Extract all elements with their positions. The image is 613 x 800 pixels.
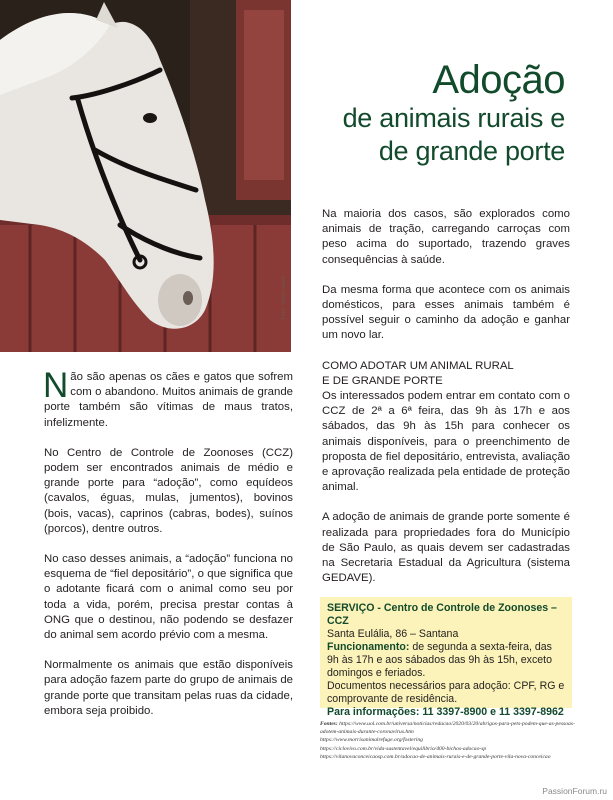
paragraph-fiel-depositario: No caso desses animais, a “adoção” funciona no esquema de “fiel depositário”, o que significa que o adotante ficará com o animal como seu por toda a vida, porém, precisa prestar contas à ONG que o destinou, não podendo se desfazer do animal sem acordo prévio com a mesma. xyxy=(44,553,293,642)
article-title xyxy=(300,58,565,168)
watermark: PassionForum.ru xyxy=(542,786,607,796)
sources xyxy=(320,720,576,761)
title-subtitle-line-1: de animais rurais e xyxy=(342,103,565,133)
paragraph-contact: Os interessados podem entrar em contato com o CCZ de 2ª a 6ª feira, das 9h às 17h e aos sábados, das 9h às 15h para conhecer os animais disponíveis, para o preenchimento de proposta de fiel depositário, entrevista, avaliação e aprovação realizada pela entidade de proteção animal. xyxy=(322,390,570,494)
section-title-line-2: E DE GRANDE PORTE xyxy=(322,374,443,387)
left-column xyxy=(43,366,293,734)
photo-credit: Foto: shutterstock xyxy=(281,276,287,320)
service-phone: Para informações: 11 3397-8900 e 11 3397-8962 xyxy=(327,706,564,718)
service-documents: Documentos necessários para adoção: CPF, RG e comprovante de residência. xyxy=(327,680,565,705)
horse-photo xyxy=(0,0,291,352)
service-hours-label: Funcionamento: xyxy=(327,641,410,653)
source-url-1[interactable]: https://www.uol.com.br/universa/noticias/redacao/2020/03/20/abrigos-para-pets-podem-que-as-pessoas-adotem-animais-durante-coronavirus.htm xyxy=(320,721,575,736)
title-main: Adoção xyxy=(432,58,565,102)
paragraph-exploitation: Na maioria dos casos, são explorados como animais de tração, carregando carroças com peso acima do suportado, trazendo graves consequências à saúde. xyxy=(322,208,570,266)
service-box xyxy=(320,597,572,718)
service-address: Santa Eulália, 86 – Santana xyxy=(327,628,459,640)
intro-paragraph xyxy=(43,366,293,431)
paragraph-available-animals: Normalmente os animais que estão disponíveis para adoção fazem parte do grupo de animais de grande porte que transitam pelas ruas da cidade, embora seja proibido. xyxy=(44,659,293,717)
service-hours xyxy=(327,641,565,680)
drop-cap: N xyxy=(43,366,69,405)
source-url-2[interactable]: https://www.morrisanimalrefuge.org/fostering xyxy=(320,737,423,744)
source-url-3[interactable]: https://ciclovivo.com.br/vida-sustentavel/equilibrio/400-bichos-adocao-sp xyxy=(320,745,487,752)
paragraph-new-home: Da mesma forma que acontece com os animais domésticos, para esses animais também é possível seguir o caminho da adoção e ganhar um novo lar. xyxy=(322,283,570,342)
how-to-adopt-section xyxy=(322,359,570,496)
paragraph-ccz: No Centro de Controle de Zoonoses (CCZ) podem ser encontrados animais de médio e grande porte para “adoção”, como equídeos (cavalos, éguas, mulas, jumentos), bovinos (bois, vacas), caprinos (cabras, bodes), suínos (porcos), dentre outros. xyxy=(44,446,293,535)
service-hours-text: de segunda a sexta-feira, das 9h às 17h e aos sábados das 9h às 15h, exceto domingos e feriados. xyxy=(327,641,552,679)
paragraph-gedave: A adoção de animais de grande porte somente é realizada para propriedades fora do Município de São Paulo, as quais devem ser cadastradas na Secretaria Estadual da Agricultura (sistema GEDAVE). xyxy=(322,511,570,585)
right-column xyxy=(322,207,570,601)
source-url-4[interactable]: https://vilanovaconceicaosp.com.br/adocao-de-animais-rurais-e-de-grande-porte-vila-nova-conceicao xyxy=(320,753,551,760)
title-subtitle-line-2: de grande porte xyxy=(378,136,565,166)
source-line-1 xyxy=(320,720,576,736)
horse-illustration xyxy=(0,0,291,352)
section-title-line-1: COMO ADOTAR UM ANIMAL RURAL xyxy=(322,359,514,372)
service-title: SERVIÇO - Centro de Controle de Zoonoses – CCZ xyxy=(327,602,557,627)
intro-text: ão são apenas os cães e gatos que sofrem com o abandono. Muitos animais de grande porte também são vítimas de maus tratos, infelizmente. xyxy=(44,371,293,429)
sources-label: Fontes: xyxy=(320,721,338,727)
